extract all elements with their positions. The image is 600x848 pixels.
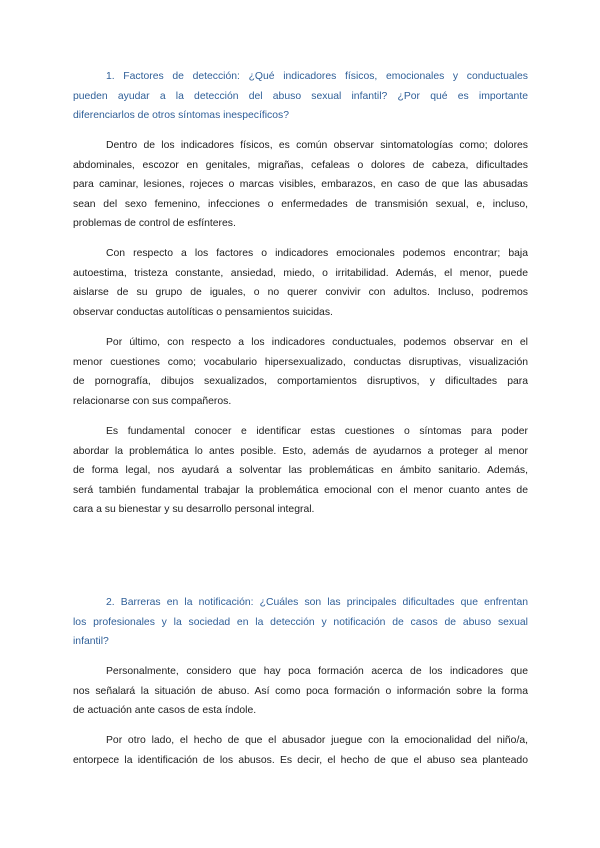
text-line: Por último, con respecto a los indicadores conductuales, podemos observar en el [106, 337, 528, 348]
paragraph-importance [73, 422, 528, 520]
text-line: abdominales, escozor en genitales, migrañas, cefaleas o dolores de cabeza, dificultades [73, 159, 528, 171]
text-line: sean del sexo femenino, infecciones o enfermedades de transmisión sexual, e, incluso, [73, 198, 528, 210]
paragraph-behavioral-indicators [73, 333, 528, 411]
text-line: Con respecto a los factores o indicadores emocionales podemos encontrar; baja [106, 248, 528, 259]
text-line: autoestima, tristeza constante, ansiedad, miedo, o irritabilidad. Además, el menor, puede [73, 267, 528, 279]
text-line: de pornografía, dibujos sexualizados, comportamientos disruptivos, y dificultades para [73, 376, 528, 388]
text-line: abordar la problemática lo antes posible. Esto, además de ayudarnos a proteger al menor [73, 445, 528, 457]
section-2-question [73, 593, 528, 652]
text-line: será también fundamental trabajar la problemática emocional con el menor cuanto antes de [73, 484, 528, 496]
paragraph-physical-indicators [73, 136, 528, 234]
text-line: Dentro de los indicadores físicos, es común observar sintomatologías como; dolores [106, 140, 528, 151]
text-line: Por otro lado, el hecho de que el abusador juegue con la emocionalidad del niño/a, [106, 735, 528, 746]
text-line: de forma legal, nos ayudará a solventar las problemáticas en ámbito sanitario. Además, [73, 465, 528, 477]
text-line: Personalmente, considero que hay poca formación acerca de los indicadores que [106, 666, 528, 677]
text-line: cara a su bienestar y su desarrollo personal integral. [73, 504, 315, 516]
question-line: los profesionales y la sociedad en la detección y notificación de casos de abuso sexual [73, 616, 528, 628]
text-line: menor cuestiones como; vocabulario hipersexualizado, conductas disruptivas, visualización [73, 356, 528, 368]
text-line: problemas de control de esfínteres. [73, 218, 236, 230]
text-line: relacionarse con sus compañeros. [73, 395, 232, 407]
paragraph-training-lack [73, 662, 528, 721]
text-line: aislarse de su grupo de iguales, o no querer convivir con adultos. Incluso, podremos [73, 287, 528, 299]
section-1-question [73, 67, 528, 126]
paragraph-emotional-manipulation [73, 731, 528, 770]
text-line: para caminar, lesiones, rojeces o marcas visibles, embarazos, en caso de que las abusadas [73, 179, 528, 191]
question-line: diferenciarlos de otros síntomas inespecíficos? [73, 110, 290, 122]
text-line: observar conductas autolíticas o pensamientos suicidas. [73, 306, 333, 318]
text-line: de actuación ante casos de esta índole. [73, 705, 257, 717]
paragraph-emotional-indicators [73, 244, 528, 322]
question-line: 2. Barreras en la notificación: ¿Cuáles son las principales dificultades que enfrentan [106, 597, 528, 608]
question-line: infantil? [73, 636, 109, 648]
question-line: 1. Factores de detección: ¿Qué indicadores físicos, emocionales y conductuales [106, 71, 528, 82]
text-line: nos señalará la situación de abuso. Así como poca formación o información sobre la forma [73, 685, 528, 697]
text-line: Es fundamental conocer e identificar estas cuestiones o síntomas para poder [106, 426, 528, 437]
text-line: entorpece la identificación de los abusos. Es decir, el hecho de que el abuso sea planteado [73, 754, 528, 766]
question-line: pueden ayudar a la detección del abuso sexual infantil? ¿Por qué es importante [73, 90, 528, 102]
